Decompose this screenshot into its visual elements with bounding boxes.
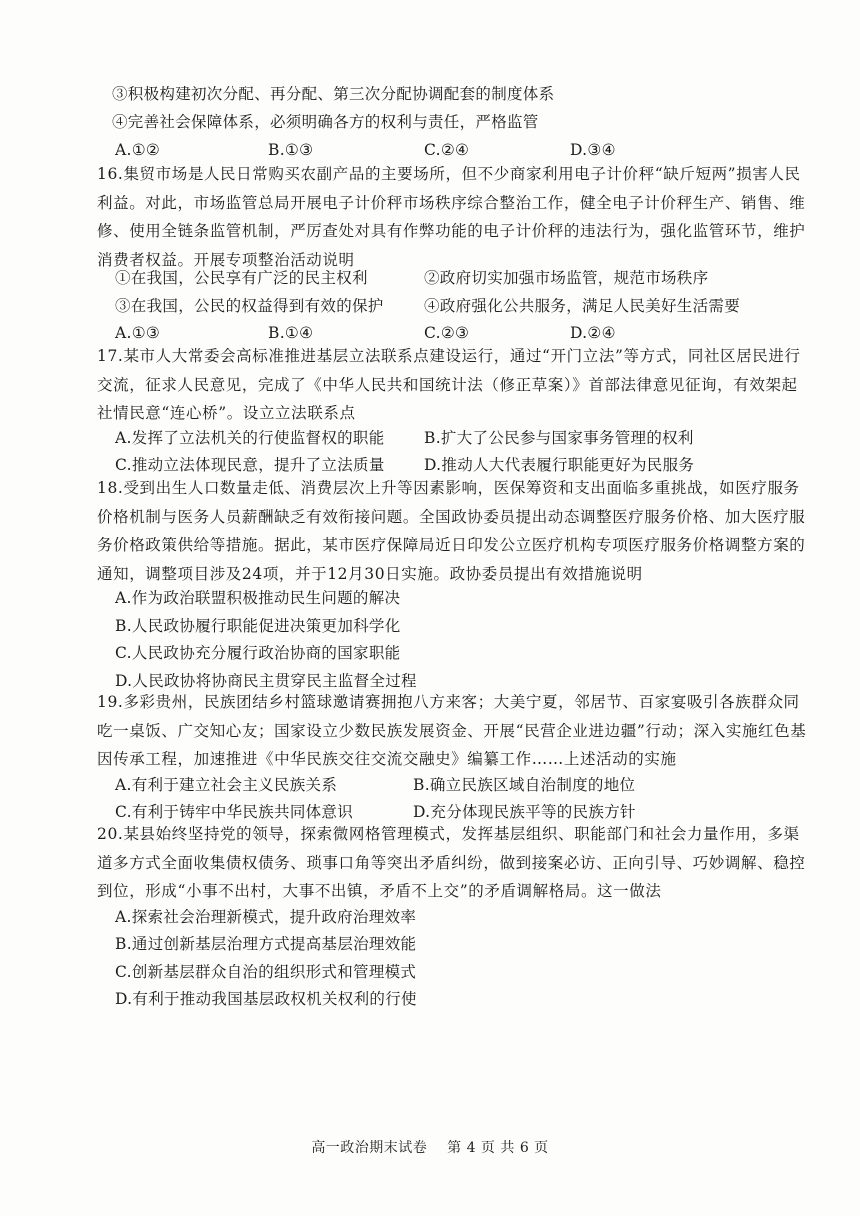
q15-choice-a[interactable]: A.①② (115, 141, 161, 159)
q15-choice-c[interactable]: C.②④ (424, 141, 470, 159)
q15-choice-d[interactable]: D.③④ (570, 141, 616, 159)
q15-choice-b[interactable]: B.①③ (268, 141, 314, 159)
q18-choice-b[interactable]: B.人民政协履行职能促进决策更加科学化 (115, 617, 401, 635)
q20-choice-d[interactable]: D.有利于推动我国基层政权机关权利的行使 (115, 990, 417, 1008)
q17-choice-c[interactable]: C.推动立法体现民意，提升了立法质量 (115, 456, 385, 474)
q19-choice-b[interactable]: B.确立民族区域自治制度的地位 (413, 776, 636, 794)
q16-item-2: ②政府切实加强市场监管，规范市场秩序 (424, 269, 709, 287)
q17-choice-d[interactable]: D.推动人大代表履行职能更好为民服务 (424, 456, 695, 474)
q17-choice-a[interactable]: A.发挥了立法机关的行使监督权的职能 (115, 429, 385, 447)
q19-choice-a[interactable]: A.有利于建立社会主义民族关系 (115, 776, 338, 794)
q20-choice-c[interactable]: C.创新基层群众自治的组织形式和管理模式 (115, 963, 417, 981)
q16-choice-a[interactable]: A.①③ (115, 324, 161, 342)
q16-item-4: ④政府强化公共服务，满足人民美好生活需要 (424, 297, 741, 315)
q17-choice-b[interactable]: B.扩大了公民参与国家事务管理的权利 (424, 429, 694, 447)
q18-stem: 18.受到出生人口数量走低、消费层次上升等因素影响，医保筹资和支出面临多重挑战，如医疗服务价格机制与医务人员薪酬缺乏有效衔接问题。全国政协委员提出动态调整医疗服务价格、加大医疗服务价格政策供给等措施。据此，某市医疗保障局近日印发公立医疗机构专项医疗服务价格调整方案的通知，调整项目涉及24项，并于12月30日实施。政协委员提出有效措施说明 (97, 479, 806, 584)
q18-choice-a[interactable]: A.作为政治联盟积极推动民生问题的解决 (115, 589, 401, 607)
q16-choice-b[interactable]: B.①④ (268, 324, 314, 342)
q16-stem: 16.集贸市场是人民日常购买农副产品的主要场所，但不少商家利用电子计价秤“缺斤短两”损害人民利益。对此，市场监管总局开展电子计价秤市场秩序综合整治工作，健全电子计价秤生产、销售、维修、使用全链条监管机制，严厉查处对具有作弊功能的电子计价秤的违法行为，强化监管环节，维护消费者权益。开展专项整治活动说明 (97, 165, 806, 270)
q15-option-4: ④完善社会保障体系，必须明确各方的权利与责任，严格监管 (112, 113, 539, 131)
q16-choice-c[interactable]: C.②③ (424, 324, 470, 342)
page-footer: 高一政治期末试卷 第 4 页 共 6 页 (311, 1140, 549, 1156)
q20-choice-b[interactable]: B.通过创新基层治理方式提高基层治理效能 (115, 935, 417, 953)
q19-stem: 19.多彩贵州，民族团结乡村篮球邀请赛拥抱八方来客；大美宁夏，邻居节、百家宴吸引各族群众同吃一桌饭、广交知心友；国家设立少数民族发展资金、开展“民营企业进边疆”行动；深入实施红色基因传承工程，加速推进《中华民族交往交流交融史》编纂工作……上述活动的实施 (97, 693, 807, 769)
q16-item-1: ①在我国，公民享有广泛的民主权利 (115, 269, 368, 287)
q16-choice-d[interactable]: D.②④ (570, 324, 616, 342)
q18-choice-c[interactable]: C.人民政协充分履行政治协商的国家职能 (115, 644, 401, 662)
q18-choice-d[interactable]: D.人民政协将协商民主贯穿民主监督全过程 (115, 672, 417, 690)
q19-choice-c[interactable]: C.有利于铸牢中华民族共同体意识 (115, 803, 354, 821)
q19-choice-d[interactable]: D.充分体现民族平等的民族方针 (413, 803, 636, 821)
q15-option-3: ③积极构建初次分配、再分配、第三次分配协调配套的制度体系 (112, 85, 555, 103)
q20-stem: 20.某县始终坚持党的领导，探索微网格管理模式，发挥基层组织、职能部门和社会力量作用，多渠道多方式全面收集债权债务、琐事口角等突出矛盾纠纷，做到接案必访、正向引导、巧妙调解、稳控到位，形成“小事不出村，大事不出镇，矛盾不上交”的矛盾调解格局。这一做法 (97, 825, 806, 901)
q16-item-3: ③在我国，公民的权益得到有效的保护 (115, 297, 384, 315)
q17-stem: 17.某市人大常委会高标准推进基层立法联系点建设运行，通过“开门立法”等方式，同社区居民进行交流，征求人民意见，完成了《中华人民共和国统计法（修正草案）》首部法律意见征询，有效架起社情民意“连心桥”。设立立法联系点 (97, 347, 801, 423)
q20-choice-a[interactable]: A.探索社会治理新模式，提升政府治理效率 (115, 908, 417, 926)
